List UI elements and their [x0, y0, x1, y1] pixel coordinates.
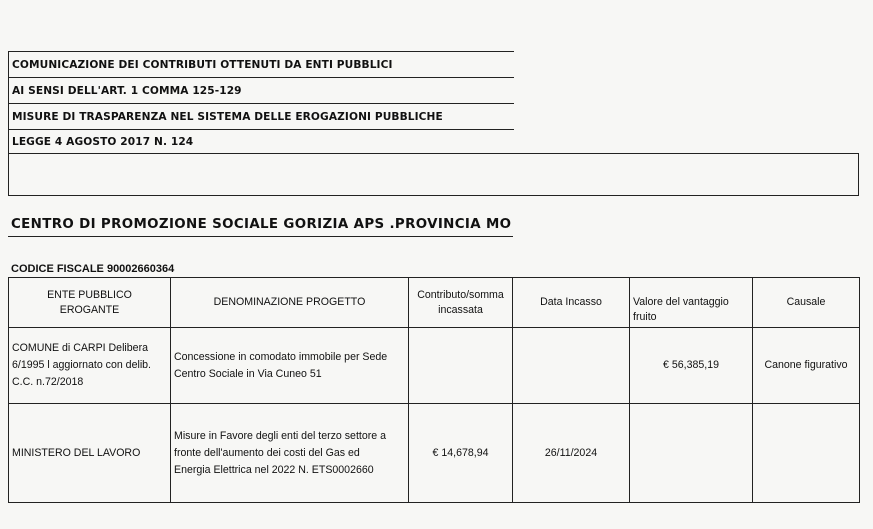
cell-valore — [630, 404, 753, 503]
header-rule-2 — [8, 103, 514, 104]
header-data-incasso: Data Incasso — [513, 278, 630, 328]
header-line-4: LEGGE 4 AGOSTO 2017 N. 124 — [12, 136, 194, 148]
table-header-row — [9, 278, 860, 328]
table-row — [9, 404, 860, 503]
organization-underline — [8, 236, 513, 237]
organization-name: CENTRO DI PROMOZIONE SOCIALE GORIZIA APS .PROVINCIA MO — [11, 217, 512, 232]
header-line-2: AI SENSI DELL'ART. 1 COMMA 125-129 — [12, 85, 242, 97]
contributions-table — [8, 277, 860, 503]
cell-ente: COMUNE di CARPI Delibera 6/1995 l aggiornato con delib. C.C. n.72/2018 — [9, 328, 171, 404]
cell-causale: Canone figurativo — [753, 328, 860, 404]
cell-progetto: Concessione in comodato immobile per Sede Centro Sociale in Via Cuneo 51 — [171, 328, 409, 404]
cell-contributo — [409, 328, 513, 404]
cell-data-incasso — [513, 328, 630, 404]
table-row — [9, 328, 860, 404]
cell-contributo: € 14,678,94 — [409, 404, 513, 503]
cell-ente: MINISTERO DEL LAVORO — [9, 404, 171, 503]
header-line-3: MISURE DI TRASPARENZA NEL SISTEMA DELLE EROGAZIONI PUBBLICHE — [12, 111, 443, 123]
header-rule-1 — [8, 77, 514, 78]
empty-notes-box — [8, 153, 859, 196]
cell-causale — [753, 404, 860, 503]
header-contributo: Contributo/somma incassata — [409, 278, 513, 328]
header-valore: Valore del vantaggio fruito — [630, 278, 753, 328]
header-top-rule — [8, 51, 514, 52]
header-line-1: COMUNICAZIONE DEI CONTRIBUTI OTTENUTI DA ENTI PUBBLICI — [12, 59, 393, 71]
header-denominazione: DENOMINAZIONE PROGETTO — [171, 278, 409, 328]
header-ente: ENTE PUBBLICO EROGANTE — [9, 278, 171, 328]
codice-fiscale: CODICE FISCALE 90002660364 — [11, 263, 175, 275]
cell-progetto: Misure in Favore degli enti del terzo settore a fronte dell'aumento dei costi del Gas ed Energia Elettrica nel 2022 N. ETS0002660 — [171, 404, 409, 503]
cell-data-incasso: 26/11/2024 — [513, 404, 630, 503]
cell-valore: € 56,385,19 — [630, 328, 753, 404]
header-causale: Causale — [753, 278, 860, 328]
header-rule-3 — [8, 129, 514, 130]
